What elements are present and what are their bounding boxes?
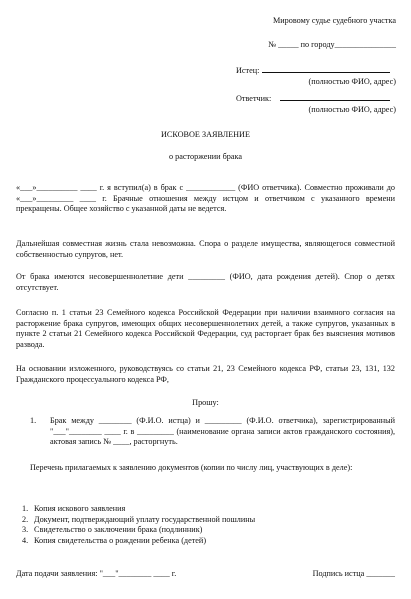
list-item: 4. Копия свидетельства о рождении ребенка (детей)	[22, 535, 207, 545]
petition-text: Брак между ________ (Ф.И.О. истца) и _________ (Ф.И.О. ответчика), зарегистрированный "___"________ ____ г. в _________ (наименование органа записи актов гражданского состояния), актовая запись № ____, расторгнуть.	[50, 416, 395, 447]
paragraph-children: От брака имеются несовершеннолетние дети _________ (ФИО, дата рождения детей). Спор о детях отсутствует.	[16, 272, 395, 292]
list-item: 3. Свидетельство о заключении брака (подлинник)	[22, 525, 203, 534]
request-heading: Прошу:	[192, 398, 219, 407]
defendant-hint: (полностью ФИО, адрес)	[308, 105, 396, 114]
defendant-blank	[280, 92, 390, 101]
defendant-line	[236, 92, 396, 103]
plaintiff-line	[236, 64, 396, 75]
filing-date: Дата подачи заявления: "___"________ ____ г.	[16, 569, 177, 578]
addressee-block	[236, 16, 396, 116]
attachments-list	[22, 504, 382, 546]
court-line: Мировому судье судебного участка	[273, 16, 396, 25]
attachments-intro: Перечень прилагаемых к заявлению документов (копии по числу лиц, участвующих в деле):	[30, 463, 353, 472]
paragraph-law: Согласно п. 1 статьи 23 Семейного кодекса Российской Федерации при наличии взаимного согласия на расторжение брака супругов, имеющих общих несовершеннолетних детей, а также супругов, указанных в пункте 2 статьи 21 Семейного кодекса Российской Федерации, суд расторгает брак без выяснения мотивов развода.	[16, 308, 395, 349]
paragraph-grounds: На основании изложенного, руководствуясь со статьи 21, 23 Семейного кодекса РФ, статьи 23, 131, 132 Гражданского процессуального кодекса РФ,	[16, 364, 395, 384]
plaintiff-hint: (полностью ФИО, адрес)	[308, 77, 396, 86]
plaintiff-label: Истец:	[236, 66, 260, 75]
paragraph-marriage: «___»__________ ____ г. я вступил(а) в брак с ____________ (ФИО ответчика). Совместно проживали до «___»_________ ____ г. Брачные отношения между истцом и ответчиком с указанного времени прекращены. Общее хозяйство с указанной даты не ведется.	[16, 183, 395, 214]
list-item: 1. Копия искового заявления	[22, 504, 126, 513]
document-subtitle: о расторжении брака	[169, 152, 242, 161]
paragraph-property: Дальнейшая совместная жизнь стала невозможна. Спора о разделе имущества, являющегося совместной собственностью супругов, нет.	[16, 239, 395, 259]
defendant-label: Ответчик:	[236, 94, 272, 103]
signature-footer	[16, 569, 395, 580]
list-item: 2. Документ, подтверждающий уплату государственной пошлины	[22, 514, 256, 524]
plaintiff-blank	[262, 64, 390, 73]
petition-number: 1.	[30, 416, 37, 425]
plaintiff-signature: Подпись истца _______	[312, 569, 395, 578]
court-number-line: № _____ по городу_______________	[268, 40, 396, 49]
document-title: ИСКОВОЕ ЗАЯВЛЕНИЕ	[161, 130, 250, 139]
